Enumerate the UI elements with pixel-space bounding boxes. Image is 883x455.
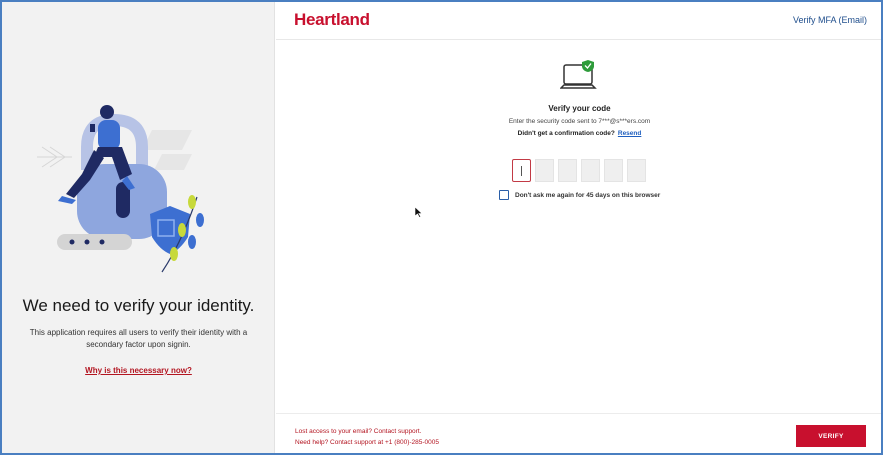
resend-link[interactable]: Resend — [617, 130, 642, 137]
verify-button[interactable]: VERIFY — [796, 425, 866, 447]
remember-label: Don't ask me again for 45 days on this browser — [515, 191, 661, 199]
resend-line — [276, 130, 883, 137]
footer — [276, 413, 883, 453]
lost-access-link[interactable]: Lost access to your email? Contact support. — [295, 428, 422, 435]
code-digit-3[interactable] — [558, 159, 577, 182]
mouse-pointer-icon — [415, 207, 423, 218]
left-heading: We need to verify your identity. — [22, 296, 255, 315]
verify-title: Verify your code — [548, 104, 611, 113]
verify-instruction: Enter the security code sent to 7***@s***ers.com — [508, 118, 651, 125]
laptop-check-icon — [560, 59, 602, 95]
code-input-group — [512, 159, 646, 183]
person-on-padlock-illustration — [32, 102, 252, 282]
top-bar — [276, 2, 883, 40]
remember-checkbox[interactable] — [499, 190, 509, 200]
code-digit-2[interactable] — [535, 159, 554, 182]
text-caret — [521, 166, 522, 176]
right-panel — [276, 2, 883, 453]
code-digit-1[interactable] — [512, 159, 531, 182]
remember-browser-option[interactable] — [499, 190, 660, 200]
left-panel — [2, 2, 275, 453]
code-digit-5[interactable] — [604, 159, 623, 182]
no-code-prompt: Didn't get a confirmation code? — [517, 130, 615, 137]
why-necessary-link[interactable]: Why is this necessary now? — [85, 366, 192, 375]
code-digit-4[interactable] — [581, 159, 600, 182]
brand-logo: Heartland — [294, 10, 370, 29]
left-description: This application requires all users to verify their identity with a secondary factor upon signin. — [29, 328, 248, 349]
need-help-text[interactable]: Need help? Contact support at +1 (800)-285-0005 — [295, 439, 439, 446]
code-digit-6[interactable] — [627, 159, 646, 182]
page-title: Verify MFA (Email) — [792, 15, 867, 25]
